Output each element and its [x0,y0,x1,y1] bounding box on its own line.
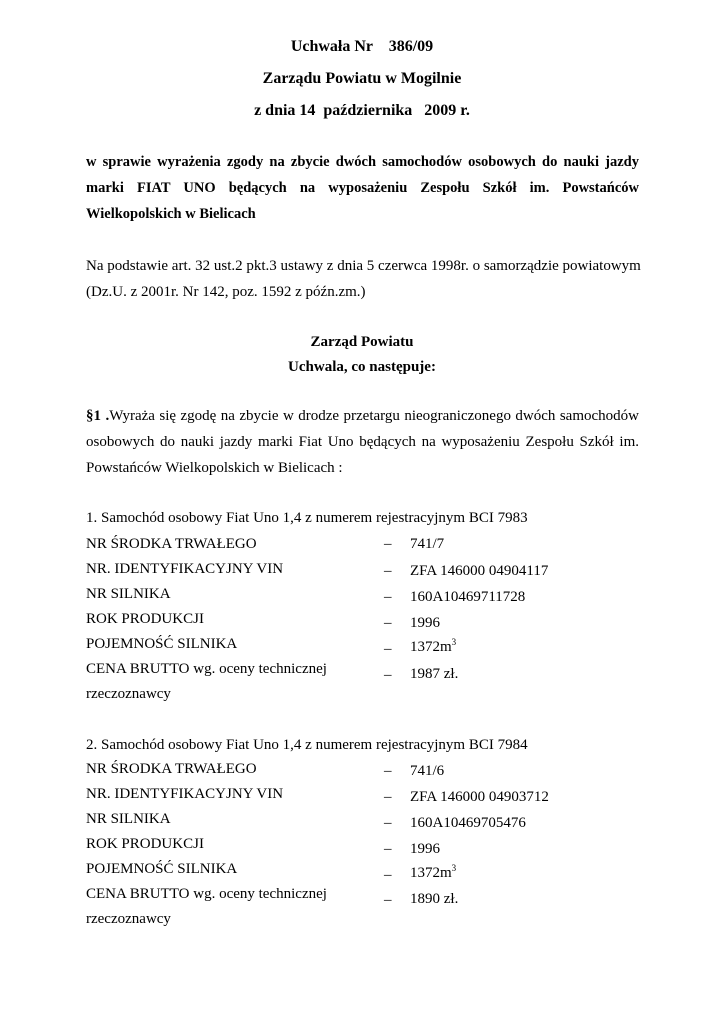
dash: – [384,789,392,805]
paragraph-marker: §1 . [86,408,110,424]
car-2-label-vin: NR. IDENTYFIKACYJNY VIN [86,786,284,802]
paragraph-1-line-1 [86,408,639,425]
car-1-heading: 1. Samochód osobowy Fiat Uno 1,4 z numerem rejestracyjnym BCI 7983 [86,510,528,526]
subject-line-1: w sprawie wyrażenia zgody na zbycie dwóch samochodów osobowych do nauki jazdy [86,154,639,170]
dash: – [384,536,392,552]
dash: – [384,815,392,831]
car-1-label-gross-price-cont: rzeczoznawcy [86,686,171,702]
resolution-date: z dnia 14 października 2009 r. [254,102,470,119]
car-1-label-production-year: ROK PRODUKCJI [86,611,204,627]
resolves-heading: Uchwala, co następuje: [288,359,436,375]
car-2-label-asset-number: NR ŚRODKA TRWAŁEGO [86,761,257,777]
car-1-value-engine-capacity: $1372m^3$ [410,637,457,655]
dash: – [384,667,392,683]
car-1-label-gross-price: CENA BRUTTO wg. oceny technicznej [86,661,327,677]
car-2-value-engine-number: 160A10469705476 [410,815,526,831]
car-2-label-gross-price-cont: rzeczoznawcy [86,911,171,927]
dash: – [384,763,392,779]
issuing-body: Zarządu Powiatu w Mogilnie [262,70,462,87]
dash: – [384,841,392,857]
car-1-label-vin: NR. IDENTYFIKACYJNY VIN [86,561,284,577]
paragraph-1-line-2: osobowych do nauki jazdy marki Fiat Uno będących na wyposażeniu Zespołu Szkół im. [86,434,639,450]
board-heading: Zarząd Powiatu [310,334,414,350]
subject-line-3: Wielkopolskich w Bielicach [86,206,256,222]
dash: – [384,641,392,657]
dash: – [384,589,392,605]
car-2-value-production-year: 1996 [410,841,440,857]
car-1-value-asset-number: 741/7 [410,536,445,552]
car-1-label-engine-capacity: POJEMNOŚĆ SILNIKA [86,636,238,652]
car-2-value-gross-price: 1890 zł. [410,891,459,907]
dash: – [384,563,392,579]
car-1-value-vin: ZFA 146000 04904117 [410,563,549,579]
car-2-label-gross-price: CENA BRUTTO wg. oceny technicznej [86,886,327,902]
dash: – [384,892,392,908]
car-2-label-engine-capacity: POJEMNOŚĆ SILNIKA [86,861,238,877]
car-2-label-engine-number: NR SILNIKA [86,811,171,827]
car-1-label-engine-number: NR SILNIKA [86,586,171,602]
car-2-value-asset-number: 741/6 [410,763,445,779]
resolution-number: Uchwała Nr 386/09 [290,38,434,55]
car-2-value-vin: ZFA 146000 04903712 [410,789,549,805]
dash: – [384,615,392,631]
car-2-heading: 2. Samochód osobowy Fiat Uno 1,4 z numerem rejestracyjnym BCI 7984 [86,737,528,753]
car-1-value-production-year: 1996 [410,615,440,631]
car-1-value-engine-number: 160A10469711728 [410,589,526,605]
car-1-value-gross-price: 1987 zł. [410,666,459,682]
subject-line-2: marki FIAT UNO będących na wyposażeniu Zespołu Szkół im. Powstańców [86,180,639,196]
paragraph-1-line-3: Powstańców Wielkopolskich w Bielicach : [86,460,343,476]
legal-basis-line-1: Na podstawie art. 32 ust.2 pkt.3 ustawy z dnia 5 czerwca 1998r. o samorządzie powiatowym [86,258,641,274]
dash: – [384,867,392,883]
car-2-value-engine-capacity: $1372m^3$ [410,863,457,881]
car-1-label-asset-number: NR ŚRODKA TRWAŁEGO [86,536,257,552]
paragraph-1-text-1: Wyraża się zgodę na zbycie w drodze przetargu nieograniczonego dwóch samochodów [109,408,639,424]
car-2-label-production-year: ROK PRODUKCJI [86,836,204,852]
legal-basis-line-2: (Dz.U. z 2001r. Nr 142, poz. 1592 z późn.zm.) [86,284,366,300]
